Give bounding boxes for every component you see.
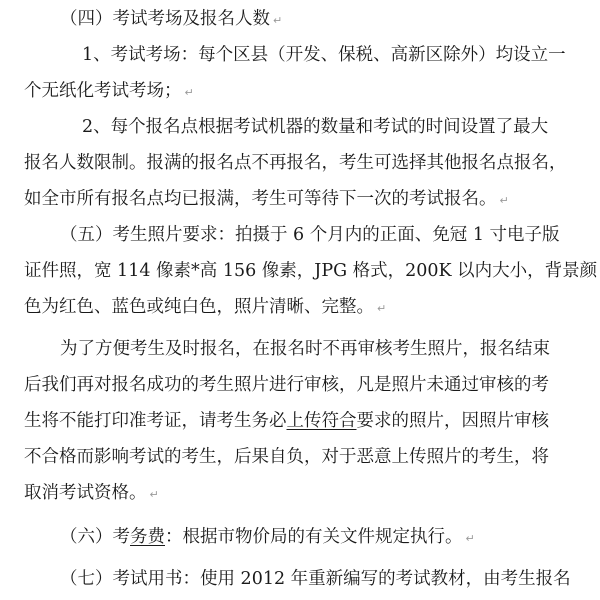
paragraph-mark-icon: ↵ bbox=[184, 86, 194, 99]
text-line: 2、每个报名点根据考试机器的数量和考试的时间设置了最大 bbox=[82, 117, 549, 137]
text-line: 不合格而影响考试的考生，后果自负，对于恶意上传照片的考生，将 bbox=[24, 447, 549, 467]
text-line: 个无纸化考试考场； ↵ bbox=[24, 81, 194, 101]
underlined-text: 上传符合 bbox=[286, 411, 357, 431]
text-line: 报名人数限制。报满的报名点不再报名，考生可选择其他报名点报名， bbox=[24, 153, 567, 173]
text-line: 1、考试考场：每个区县（开发、保税、高新区除外）均设立一 bbox=[82, 45, 566, 65]
text-line: 生将不能打印准考证，请考生务必上传符合要求的照片，因照片审核 bbox=[24, 411, 549, 431]
paragraph-mark-icon: ↵ bbox=[273, 14, 283, 27]
paragraph-mark-icon: ↵ bbox=[499, 194, 509, 207]
text-line: 为了方便考生及时报名，在报名时不再审核考生照片，报名结束 bbox=[60, 339, 550, 359]
text-line: 证件照，宽 114 像素*高 156 像素，JPG 格式，200K 以内大小，背景颜 bbox=[24, 261, 598, 281]
text-line: 色为红色、蓝色或纯白色，照片清晰、完整。 ↵ bbox=[24, 297, 387, 317]
text-line: 如全市所有报名点均已报满，考生可等待下一次的考试报名。 ↵ bbox=[24, 189, 509, 209]
text-line: （六）考务费：根据市物价局的有关文件规定执行。 ↵ bbox=[60, 527, 475, 547]
paragraph-mark-icon: ↵ bbox=[465, 532, 475, 545]
text-line: （四）考试考场及报名人数 ↵ bbox=[60, 9, 283, 29]
underlined-text: 务费 bbox=[130, 527, 165, 547]
paragraph-mark-icon: ↵ bbox=[377, 302, 387, 315]
text-line: （七）考试用书：使用 2012 年重新编写的考试教材，由考生报名 bbox=[60, 569, 571, 589]
text-line: （五）考生照片要求：拍摄于 6 个月内的正面、免冠 1 寸电子版 bbox=[60, 225, 560, 245]
text-line: 取消考试资格。 ↵ bbox=[24, 483, 159, 503]
paragraph-mark-icon: ↵ bbox=[149, 488, 159, 501]
text-line: 后我们再对报名成功的考生照片进行审核，凡是照片未通过审核的考 bbox=[24, 375, 549, 395]
